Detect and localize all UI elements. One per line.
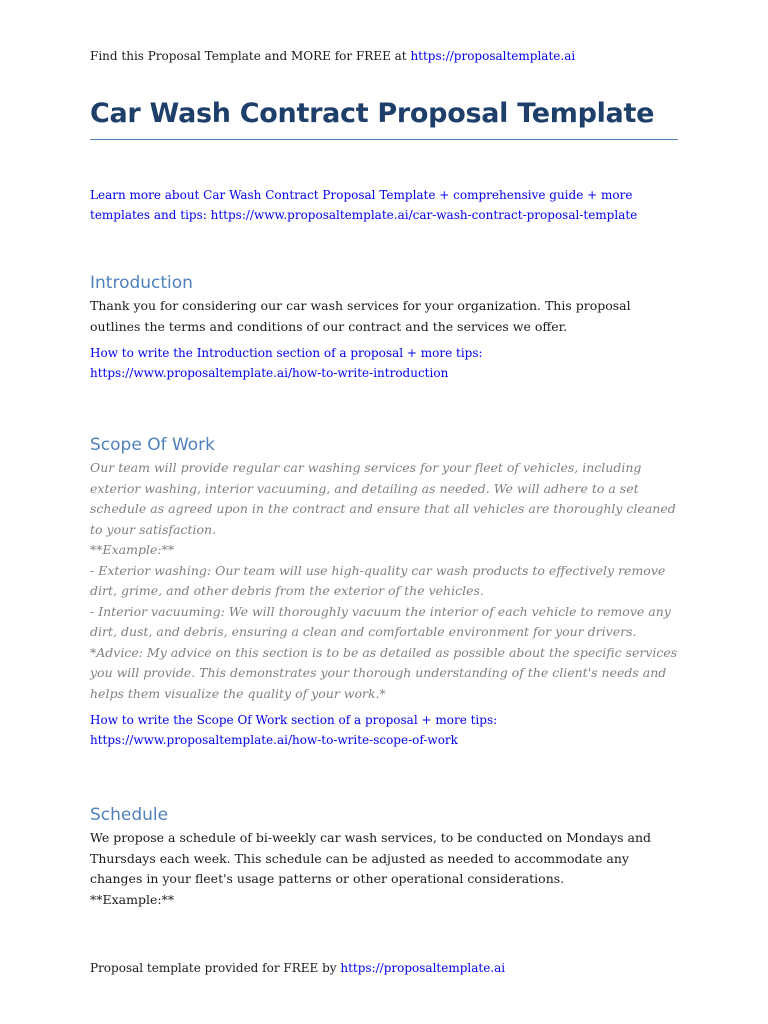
section-tip-link[interactable]	[90, 711, 680, 750]
footer-note-text: Proposal template provided for FREE by	[90, 961, 341, 975]
section-body: *Advice: My advice on this section is to be as detailed as possible about the specific services you will provide. This demonstrates your thorough understanding of the client's needs and helps them visualize the quality of your work.*	[90, 644, 678, 701]
footer-note	[90, 959, 505, 977]
section-body: **Example:**	[90, 542, 175, 557]
section-body: Our team will provide regular car washing services for your fleet of vehicles, including exterior washing, interior vacuuming, and detailing as needed. We will adhere to a set schedule as agreed upon in the contract and ensure that all vehicles are thoroughly cleaned to your satisfaction.	[90, 460, 676, 537]
header-link[interactable]: https://proposaltemplate.ai	[410, 49, 576, 63]
section-introduction	[90, 270, 680, 383]
section-body: Thank you for considering our car wash services for your organization. This proposal outlines the terms and conditions of our contract and the services we offer.	[90, 298, 631, 334]
tip-url: https://www.proposaltemplate.ai/how-to-write-introduction	[90, 365, 449, 380]
section-heading: Schedule	[90, 805, 169, 825]
tip-text: How to write the Scope Of Work section of a proposal + more tips:	[90, 713, 498, 727]
document-title: Car Wash Contract Proposal Template	[90, 98, 655, 129]
header-note	[90, 47, 575, 65]
footer-link[interactable]: https://proposaltemplate.ai	[340, 961, 506, 975]
section-body: We propose a schedule of bi-weekly car wash services, to be conducted on Mondays and Thursdays each week. This schedule can be adjusted as needed to accommodate any changes in your fleet's usage patterns or other operational considerations.	[90, 830, 652, 886]
title-divider	[90, 139, 678, 140]
document-page	[90, 0, 680, 1024]
section-heading: Introduction	[90, 273, 193, 293]
section-schedule	[90, 802, 680, 910]
section-tip-link[interactable]	[90, 344, 680, 383]
tip-url: https://www.proposaltemplate.ai/how-to-write-scope-of-work	[90, 732, 458, 747]
learn-more-link[interactable]: Learn more about Car Wash Contract Proposal Template + comprehensive guide + more templates and tips: https://www.proposaltemplate.ai/car-wash-contract-proposal-template	[90, 188, 638, 222]
section-heading: Scope Of Work	[90, 435, 216, 455]
header-note-text: Find this Proposal Template and MORE for FREE at	[90, 49, 411, 63]
section-body: **Example:**	[90, 891, 175, 907]
section-body: - Exterior washing: Our team will use high-quality car wash products to effectively remove dirt, grime, and other debris from the exterior of the vehicles.	[90, 562, 666, 598]
section-scope-of-work	[90, 432, 680, 750]
tip-text: How to write the Introduction section of a proposal + more tips:	[90, 346, 483, 360]
section-body: - Interior vacuuming: We will thoroughly vacuum the interior of each vehicle to remove any dirt, dust, and debris, ensuring a clean and comfortable environment for your drivers.	[90, 603, 671, 639]
